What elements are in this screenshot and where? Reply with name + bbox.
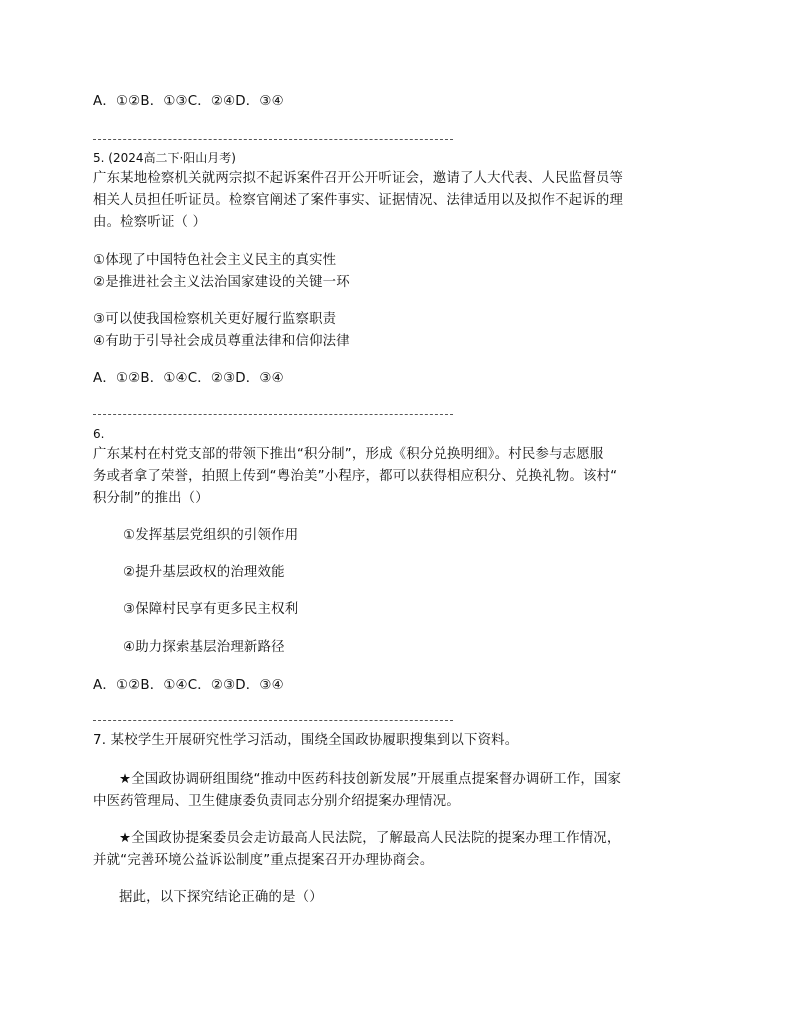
q5-option-1: ①体现了中国特色社会主义民主的真实性: [93, 253, 337, 268]
q6-option-3: ③保障村民享有更多民主权利: [123, 602, 299, 617]
q6-option-2: ②提升基层政权的治理效能: [123, 565, 285, 580]
q6-stem-line: 务或者拿了荣誉，拍照上传到“粤治美”小程序，都可以获得相应积分、兑换礼物。该村“: [93, 469, 618, 484]
q6-answer-choices: A．①②B．①④C．②③D．③④: [93, 678, 284, 693]
q7-para2-line: 并就“完善环境公益诉讼制度”重点提案召开办理协商会。: [93, 853, 434, 868]
q4-answer-choices: A．①②B．①③C．②④D．③④: [93, 94, 284, 109]
separator: [93, 139, 453, 140]
q7-header: 7. 某校学生开展研究性学习活动，围绕全国政协履职搜集到以下资料。: [93, 733, 519, 748]
q6-option-1: ①发挥基层党组织的引领作用: [123, 528, 299, 543]
separator: [93, 720, 453, 721]
q7-para1-line: 中医药管理局、卫生健康委负责同志分别介绍提案办理情况。: [93, 794, 460, 809]
q5-stem-line: 广东某地检察机关就两宗拟不起诉案件召开公开听证会，邀请了人大代表、人民监督员等: [93, 171, 624, 186]
q6-stem-line: 广东某村在村党支部的带领下推出“积分制”，形成《积分兑换明细》。村民参与志愿服: [93, 447, 604, 462]
q5-option-4: ④有助于引导社会成员尊重法律和信仰法律: [93, 334, 350, 349]
separator: [93, 414, 453, 415]
q5-stem-line: 由。检察听证（ ）: [93, 215, 207, 230]
q7-para2-line: ★全国政协提案委员会走访最高人民法院，了解最高人民法院的提案办理工作情况，: [119, 831, 621, 846]
q6-header: 6.: [93, 427, 105, 441]
q7-para1-line: ★全国政协调研组围绕“推动中医药科技创新发展”开展重点提案督办调研工作，国家: [119, 772, 622, 787]
q5-answer-choices: A．①②B．①④C．②③D．③④: [93, 371, 284, 386]
q5-option-3: ③可以使我国检察机关更好履行监察职责: [93, 312, 337, 327]
q6-option-4: ④助力探索基层治理新路径: [123, 640, 285, 655]
q5-header: 5. (2024高二下·阳山月考): [93, 151, 236, 165]
q5-stem-line: 相关人员担任听证员。检察官阐述了案件事实、证据情况、法律适用以及拟作不起诉的理: [93, 193, 624, 208]
q7-closing-question: 据此，以下探究结论正确的是（）: [119, 890, 323, 905]
q5-option-2: ②是推进社会主义法治国家建设的关键一环: [93, 275, 350, 290]
q6-stem-line: 积分制”的推出（）: [93, 491, 209, 506]
